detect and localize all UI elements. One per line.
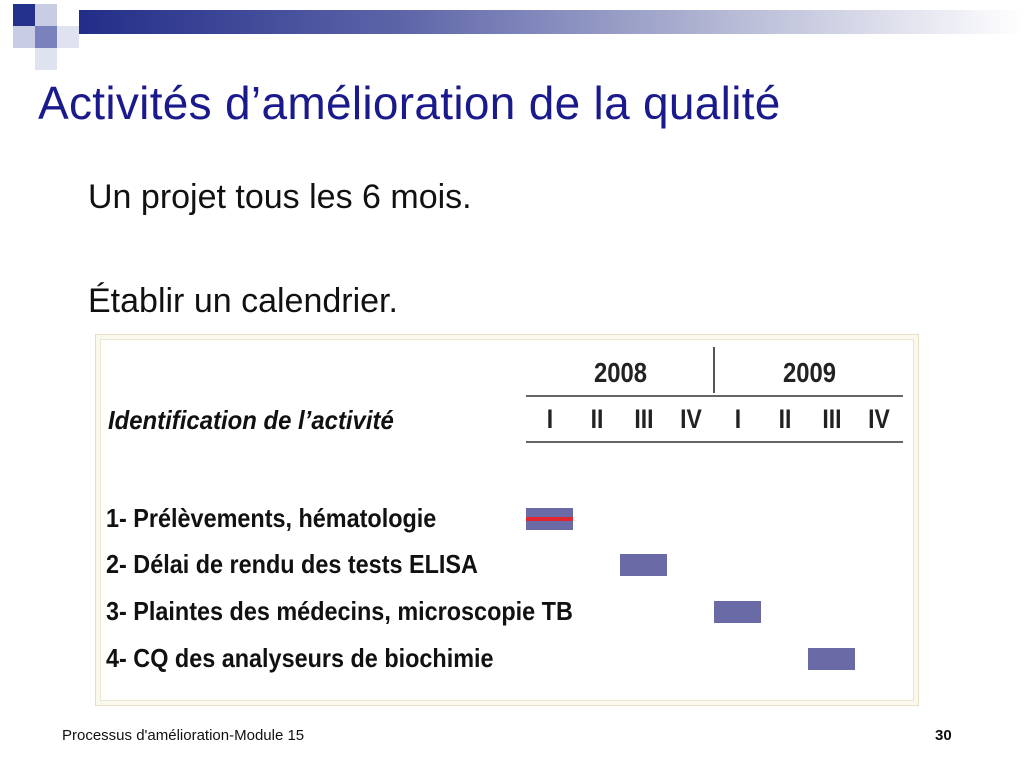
bullet-text: Établir un calendrier. bbox=[88, 282, 398, 320]
activity-heading: Identification de l’activité bbox=[108, 405, 394, 435]
header-square bbox=[13, 4, 35, 26]
activity-label: 2- Délai de rendu des tests ELISA bbox=[106, 549, 478, 579]
activity-label: 3- Plaintes des médecins, microscopie TB bbox=[106, 596, 573, 626]
header-rule bbox=[526, 395, 903, 397]
quarter-label: II bbox=[778, 404, 791, 434]
header-square bbox=[13, 26, 35, 48]
activity-bar bbox=[526, 508, 573, 530]
quarter-label: III bbox=[633, 404, 654, 434]
header-square bbox=[35, 48, 57, 70]
quarter-label: II bbox=[590, 404, 603, 434]
activity-label: 4- CQ des analyseurs de biochimie bbox=[106, 643, 494, 673]
header-square bbox=[35, 26, 57, 48]
header-gradient-bar bbox=[60, 10, 1024, 34]
header-rule bbox=[526, 441, 903, 443]
quarter-label: III bbox=[821, 404, 842, 434]
activity-label: 1- Prélèvements, hématologie bbox=[106, 503, 437, 533]
quarter-label: IV bbox=[867, 404, 890, 434]
header-square bbox=[35, 4, 57, 26]
header-square bbox=[57, 4, 79, 26]
activity-bar bbox=[808, 648, 855, 670]
year-divider bbox=[713, 347, 715, 393]
schedule-figure bbox=[95, 334, 919, 706]
bullet-text: Un projet tous les 6 mois. bbox=[88, 178, 472, 216]
quarter-label: I bbox=[734, 404, 741, 434]
year-label-2008: 2008 bbox=[594, 357, 647, 388]
year-label-2009: 2009 bbox=[783, 357, 836, 388]
slide-title: Activités d’amélioration de la qualité bbox=[38, 77, 781, 129]
activity-bar bbox=[620, 554, 667, 576]
quarter-label: IV bbox=[679, 404, 702, 434]
footer-module: Processus d'amélioration-Module 15 bbox=[62, 727, 305, 744]
header-square bbox=[57, 26, 79, 48]
activity-bar bbox=[714, 601, 761, 623]
quarter-label: I bbox=[546, 404, 553, 434]
page-number: 30 bbox=[935, 727, 952, 744]
